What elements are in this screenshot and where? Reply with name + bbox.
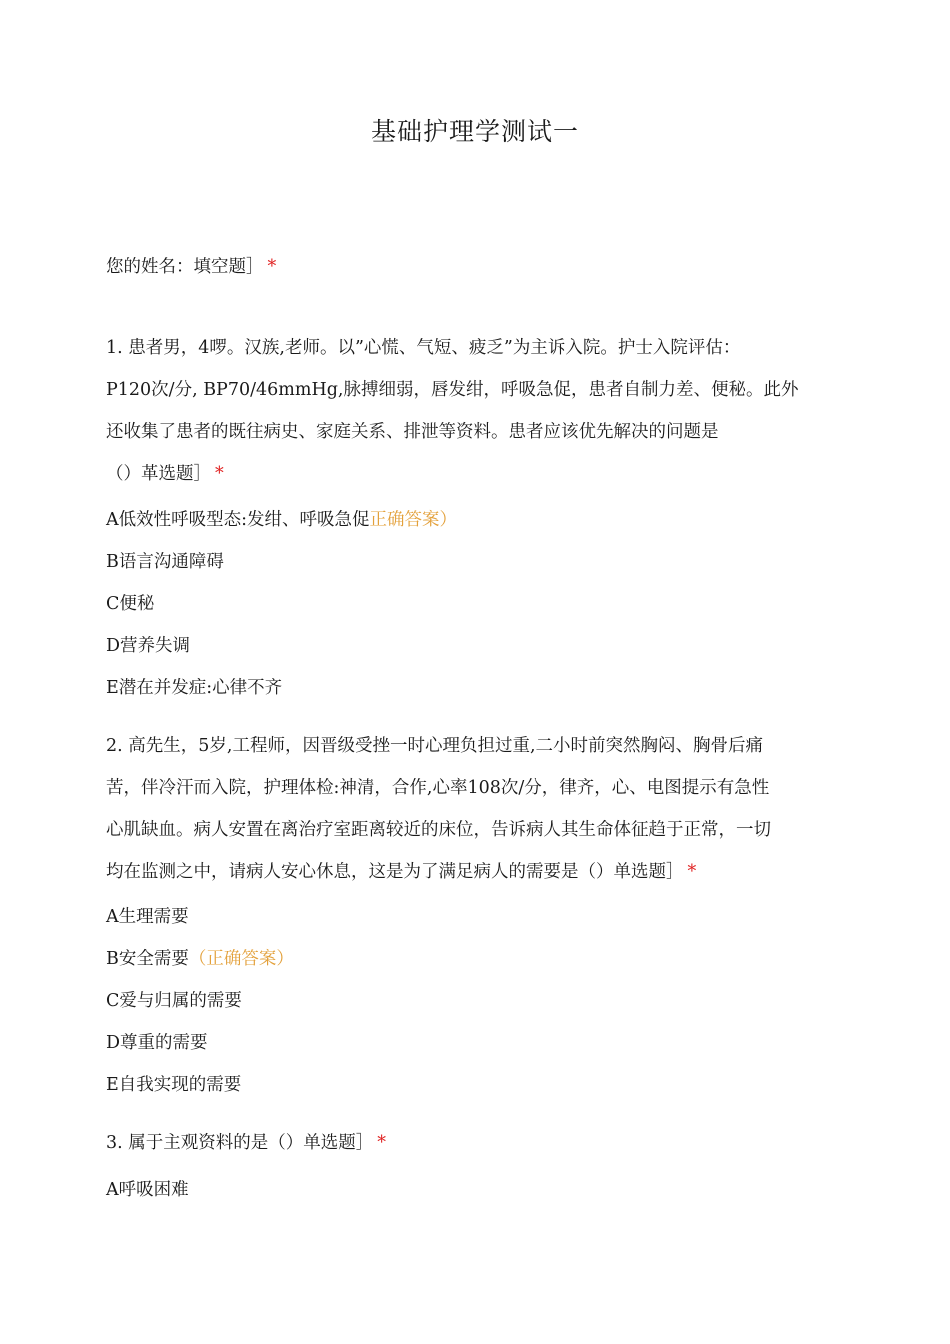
q3-line-1-text: 3. 属于主观资料的是（）单选题］ bbox=[106, 1133, 374, 1153]
q1-option-e[interactable]: E潜在并发症:心律不齐 bbox=[106, 678, 283, 698]
q3-option-a[interactable]: A呼吸困难 bbox=[106, 1180, 189, 1200]
q2-option-b[interactable] bbox=[106, 951, 294, 969]
q2-option-c[interactable]: C爱与归属的需要 bbox=[106, 991, 242, 1011]
q2-line-4-text: 均在监测之中，请病人安心休息，这是为了满足病人的需要是（）单选题］ bbox=[106, 862, 684, 882]
option-text: A低效性呼吸型态:发绀、呼吸急促 bbox=[106, 510, 370, 530]
q1-line-4-text: （）革选题］ bbox=[106, 464, 211, 484]
q1-line-1: 1. 患者男，4啰。汉族,老师。以”心慌、气短、疲乏”为主诉入院。护士入院评估： bbox=[106, 338, 741, 358]
q1-line-2: P120次/分, BP70/46mmHg,脉搏细弱，唇发绀，呼吸急促，患者自制力差、便秘。此外 bbox=[106, 380, 799, 400]
page-title: 基础护理学测试一 bbox=[370, 117, 579, 146]
name-field-label bbox=[106, 259, 276, 277]
q2-line-1: 2. 高先生，5岁,工程师，因晋级受挫一时心理负担过重,二小时前突然胸闷、胸骨后痛 bbox=[106, 736, 764, 756]
required-mark: * bbox=[267, 257, 277, 277]
q2-option-d[interactable]: D尊重的需要 bbox=[106, 1033, 208, 1053]
q2-line-4 bbox=[106, 864, 696, 882]
q3-line-1 bbox=[106, 1135, 386, 1153]
q2-line-3: 心肌缺血。病人安置在离治疗室距离较近的床位，告诉病人其生命体征趋于正常，一切 bbox=[106, 820, 771, 840]
correct-answer-tag: 正确答案） bbox=[369, 510, 458, 530]
q2-option-a[interactable]: A生理需要 bbox=[106, 907, 189, 927]
q2-line-2: 苦，伴冷汗而入院，护理体检:神清，合作,心率108次/分，律齐，心、电图提示有急性 bbox=[106, 778, 770, 798]
q2-option-e[interactable]: E自我实现的需要 bbox=[106, 1075, 242, 1095]
q1-option-d[interactable]: D营养失调 bbox=[106, 636, 191, 656]
correct-answer-tag: （正确答案） bbox=[188, 949, 294, 969]
name-field-text: 您的姓名：填空题］ bbox=[106, 257, 264, 277]
q1-option-b[interactable]: B语言沟通障碍 bbox=[106, 552, 224, 572]
q1-option-a[interactable] bbox=[106, 512, 457, 530]
q1-option-c[interactable]: C便秘 bbox=[106, 594, 155, 614]
required-mark: * bbox=[687, 862, 697, 882]
required-mark: * bbox=[377, 1133, 387, 1153]
option-text: B安全需要 bbox=[106, 949, 189, 969]
required-mark: * bbox=[215, 464, 224, 484]
q1-line-4 bbox=[106, 466, 224, 484]
q1-line-3: 还收集了患者的既往病史、家庭关系、排泄等资料。患者应该优先解决的问题是 bbox=[106, 422, 719, 442]
